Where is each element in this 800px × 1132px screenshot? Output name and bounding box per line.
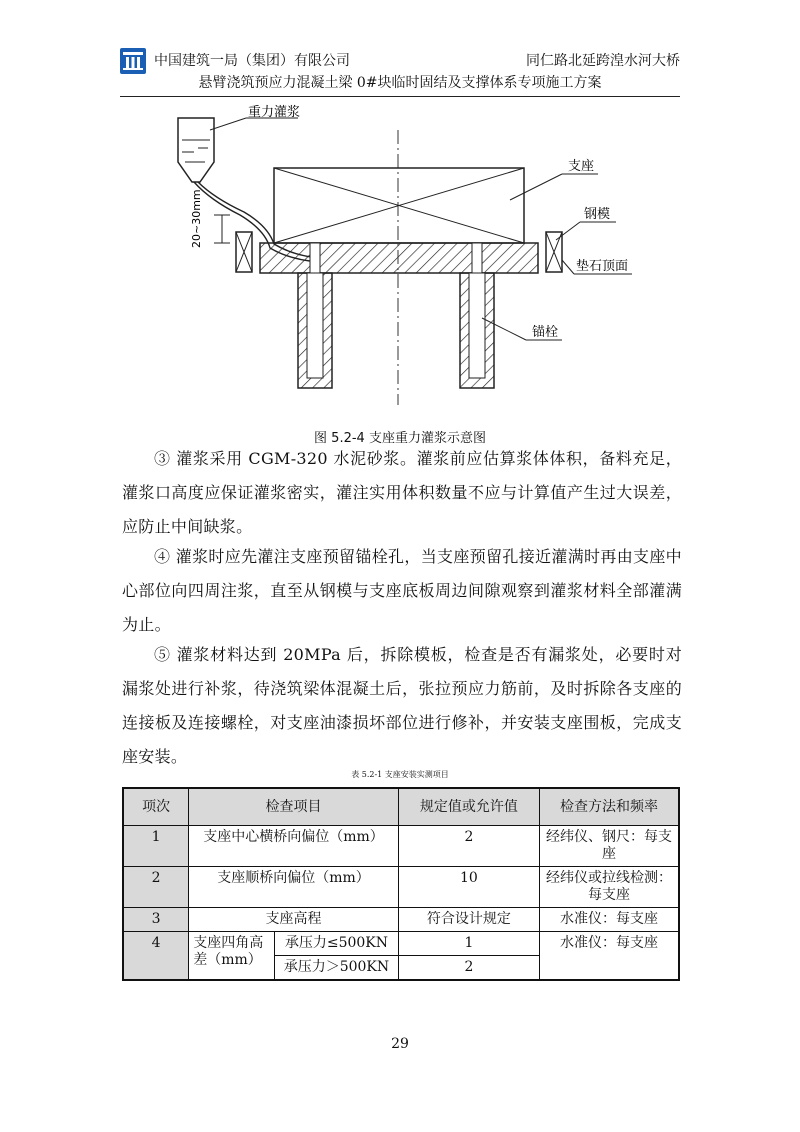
table-caption: 表 5.2-1 支座安装实测项目 — [351, 770, 449, 779]
paragraph-3: ③ 灌浆采用 CGM-320 水泥砂浆。灌浆前应估算浆体体积，备料充足，灌浆口高度应保证灌浆密实，灌注实用体积数量不应与计算值产生过大误差，应防止中间缺浆。 — [122, 449, 682, 536]
cell-value: 符合设计规定 — [398, 908, 539, 932]
cell-no: 2 — [123, 867, 189, 908]
cell-item: 支座顺桥向偏位（mm） — [189, 867, 399, 908]
cell-method: 经纬仪或拉线检测：每支座 — [540, 867, 679, 908]
cell-no: 3 — [123, 908, 189, 932]
grouting-diagram-svg — [170, 100, 640, 410]
col-header-no: 项次 — [123, 788, 189, 826]
anchor-sleeve-left — [298, 273, 332, 388]
paragraph-4: ④ 灌浆时应先灌注支座预留锚栓孔，当支座预留孔接近灌满时再由支座中心部位向四周注浆，直至从钢模与支座底板周边间隙观察到灌浆材料全部灌满为止。 — [122, 547, 682, 634]
header-project: 同仁路北延跨湟水河大桥 — [526, 53, 680, 69]
cell-value: 2 — [398, 956, 539, 981]
grouting-diagram — [170, 100, 640, 410]
cell-method: 经纬仪、钢尺：每支座 — [540, 826, 679, 867]
cell-method: 水准仪：每支座 — [540, 908, 679, 932]
cell-item: 支座中心横桥向偏位（mm） — [189, 826, 399, 867]
label-pad-top: 垫石顶面 — [576, 259, 629, 274]
figure-caption: 图 5.2-4 支座重力灌浆示意图 — [314, 431, 486, 446]
table-row — [123, 908, 679, 932]
cell-method: 水准仪：每支座 — [540, 932, 679, 981]
cell-subitem: 承压力＞500KN — [275, 956, 399, 981]
cell-value: 1 — [398, 932, 539, 956]
table-row — [123, 867, 679, 908]
anchor-sleeve-right — [460, 273, 494, 388]
cell-value: 10 — [398, 867, 539, 908]
page-number: 29 — [391, 1036, 409, 1052]
header-subtitle: 悬臂浇筑预应力混凝土梁 0#块临时固结及支撑体系专项施工方案 — [198, 75, 602, 91]
cell-no: 1 — [123, 826, 189, 867]
page-header — [120, 48, 680, 97]
dim-label: 20~30mm — [190, 189, 203, 248]
label-grout: 重力灌浆 — [248, 105, 301, 120]
cell-value: 2 — [398, 826, 539, 867]
bearing-box — [274, 168, 524, 243]
header-company: 中国建筑一局（集团）有限公司 — [154, 53, 350, 69]
col-header-item: 检查项目 — [189, 788, 399, 826]
label-anchor: 锚栓 — [532, 325, 559, 340]
col-header-value: 规定值或允许值 — [398, 788, 539, 826]
cell-no: 4 — [123, 932, 189, 981]
label-bearing: 支座 — [568, 159, 595, 174]
grout-funnel — [178, 118, 214, 182]
inspection-table — [122, 787, 680, 981]
label-steel-form: 钢模 — [584, 207, 611, 222]
cell-item: 支座高程 — [189, 908, 399, 932]
paragraph-5: ⑤ 灌浆材料达到 20MPa 后，拆除模板，检查是否有漏浆处，必要时对漏浆处进行补浆，待浇筑梁体混凝土后，张拉预应力筋前，及时拆除各支座的连接板及连接螺栓，对支座油漆损坏部位进行修补，并安装支座围板，完成支座安装。 — [122, 645, 682, 766]
table-header-row — [123, 788, 679, 826]
cell-subitem: 承压力≤500KN — [275, 932, 399, 956]
table-row — [123, 826, 679, 867]
col-header-method: 检查方法和频率 — [540, 788, 679, 826]
pad-stone — [260, 243, 538, 273]
table-row — [123, 932, 679, 956]
cell-item: 支座四角高差（mm） — [189, 932, 275, 981]
company-logo-icon — [120, 48, 146, 74]
